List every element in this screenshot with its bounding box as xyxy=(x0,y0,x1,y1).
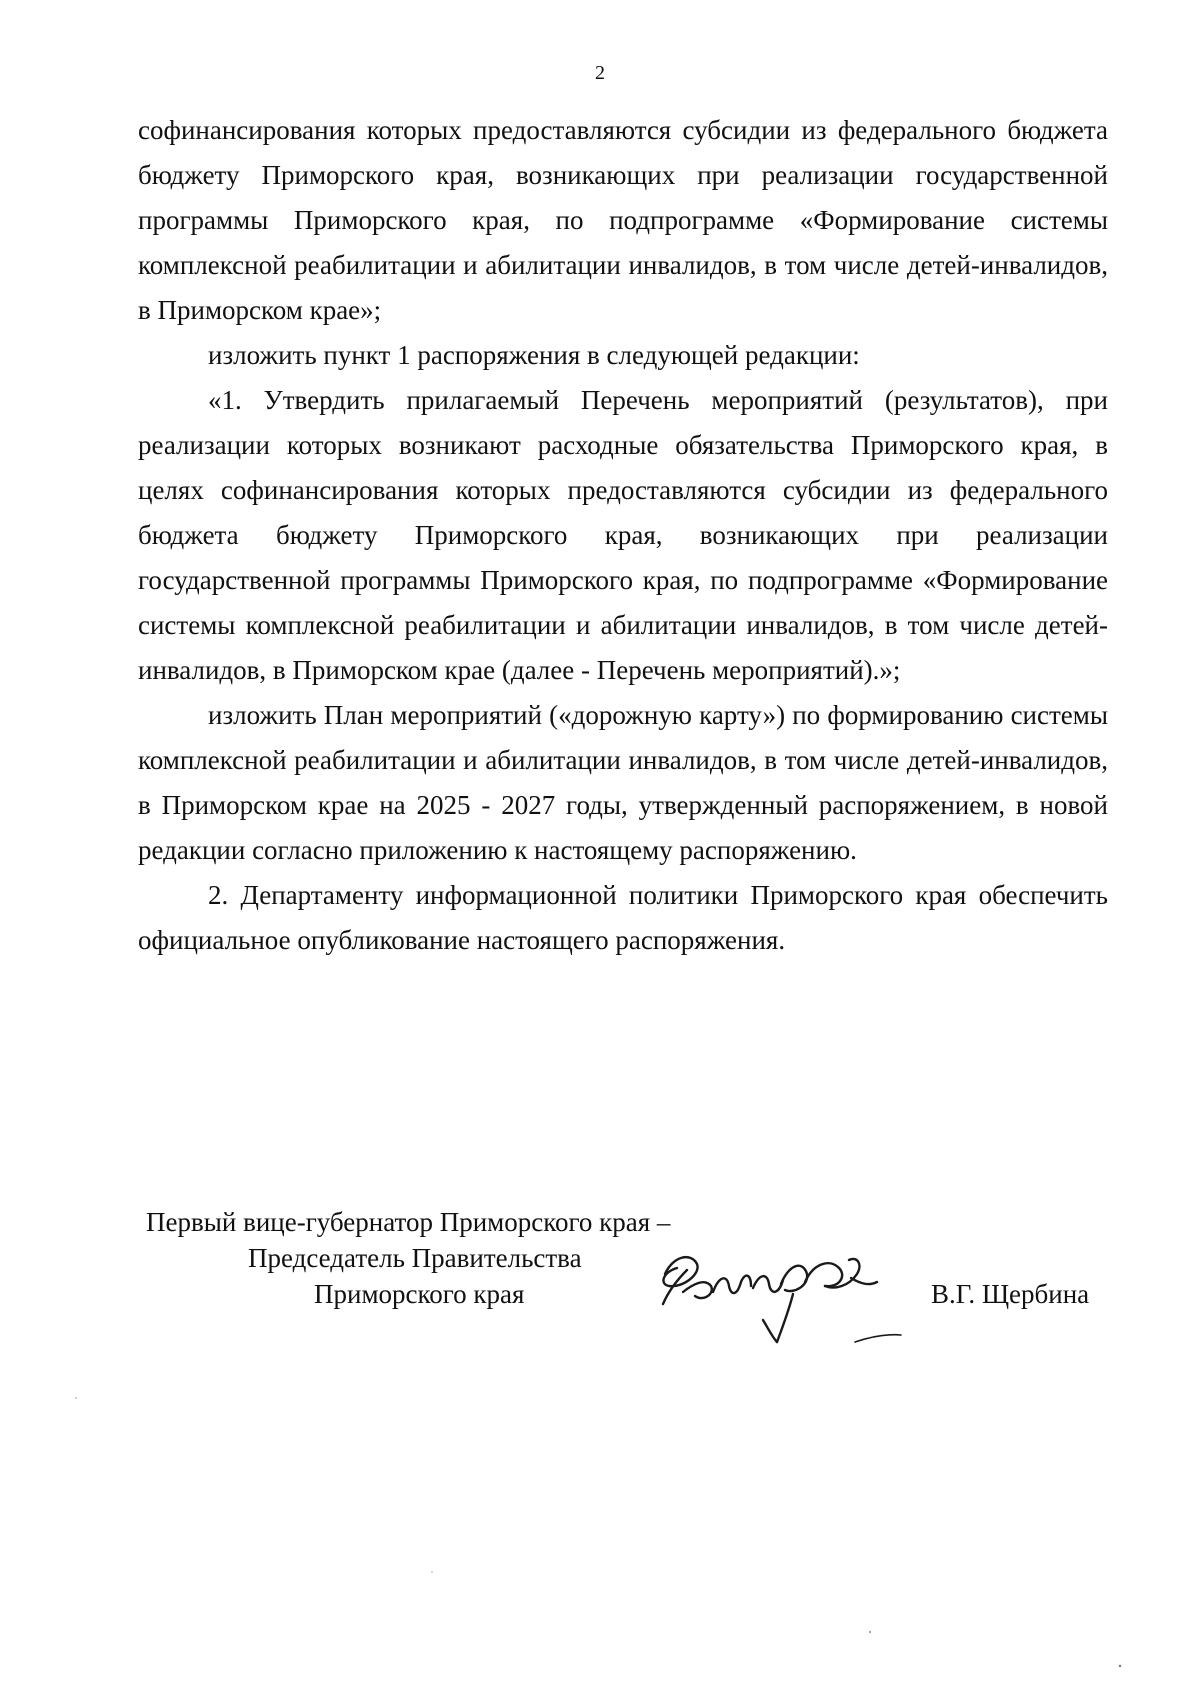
document-body xyxy=(138,108,1108,963)
paragraph-roadmap: изложить План мероприятий («дорожную карту») по формированию системы комплексной реабилитации и абилитации инвалидов, в том числе детей-инвалидов, в Приморском крае на 2025 - 2027 годы, утвержденный распоряжением, в новой редакции согласно приложению к настоящему распоряжению. xyxy=(138,700,1108,865)
signature-block xyxy=(138,1204,1108,1364)
paragraph-continuation: софинансирования которых предоставляются субсидии из федерального бюджета бюджету Приморского края, возникающих при реализации государственной программы Приморского края, по подпрограмме «Формирование системы комплексной реабилитации и абилитации инвалидов, в том числе детей-инвалидов, в Приморском крае»; xyxy=(138,115,1108,325)
handwritten-signature xyxy=(643,1234,903,1354)
signatory-title-line-1: Первый вице-губернатор Приморского края – xyxy=(146,1207,671,1237)
paragraph-new-clause-1: «1. Утвердить прилагаемый Перечень мероприятий (результатов), при реализации которых возникают расходные обязательства Приморского края, в целях софинансирования которых предоставляются субсидии из федерального бюджета бюджету Приморского края, возникающих при реализации государственной программы Приморского края, по подпрограмме «Формирование системы комплексной реабилитации и абилитации инвалидов, в том числе детей-инвалидов, в Приморском крае (далее - Перечень мероприятий).»; xyxy=(138,385,1108,685)
signatory-name: В.Г. Щербина xyxy=(931,1279,1090,1309)
signatory-title-line-2: Председатель Правительства xyxy=(248,1243,582,1273)
page-number: 2 xyxy=(595,62,605,84)
paragraph-clause-2: 2. Департаменту информационной политики Приморского края обеспечить официальное опубликование настоящего распоряжения. xyxy=(138,880,1108,955)
signatory-title-line-3: Приморского края xyxy=(314,1279,525,1309)
paragraph-amend-clause: изложить пункт 1 распоряжения в следующей редакции: xyxy=(208,340,860,370)
